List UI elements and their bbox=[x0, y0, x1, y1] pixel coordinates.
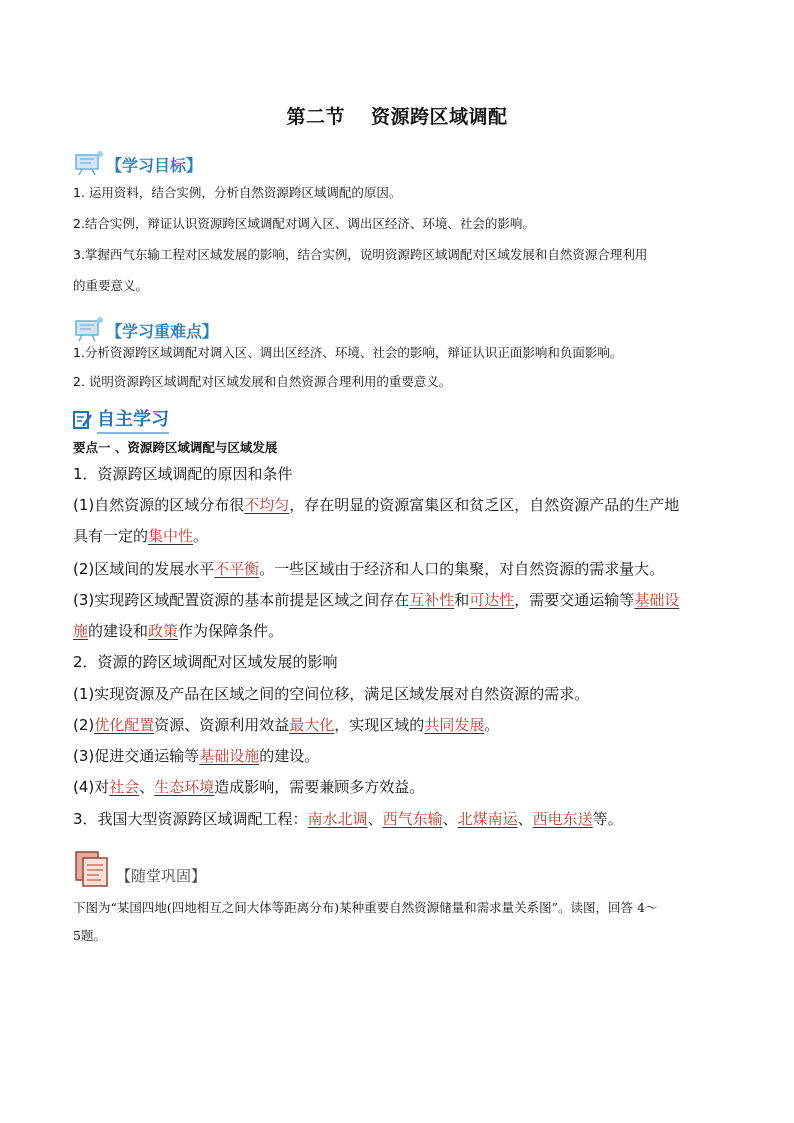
answer-blank: 北煤南运 bbox=[457, 810, 518, 828]
key-point-subheading: 要点一 、资源跨区域调配与区域发展 bbox=[73, 440, 278, 455]
whiteboard-icon bbox=[74, 316, 104, 342]
answer-blank: 生态环境 bbox=[154, 778, 215, 796]
answer-blank: 社会 bbox=[109, 778, 140, 796]
objectives-header bbox=[74, 146, 202, 176]
answer-blank: 可达性 bbox=[469, 591, 515, 609]
answer-blank: 共同发展 bbox=[424, 716, 485, 734]
answer-blank: 集中性 bbox=[148, 527, 194, 545]
self-study-label: 自主学习 bbox=[97, 405, 169, 434]
answer-blank: 基础设施 bbox=[199, 747, 260, 765]
impact-item-1: (1)实现资源及产品在区域之间的空间位移，满足区域发展对自然资源的需求。 bbox=[73, 685, 590, 703]
keypoint-item: 2. 说明资源跨区域调配对区域发展和自然资源合理利用的重要意义。 bbox=[73, 374, 452, 389]
page-title bbox=[0, 102, 794, 129]
answer-blank: 优化配置 bbox=[94, 716, 155, 734]
paragraph-1-line-2: 具有一定的集中性。 bbox=[73, 527, 209, 545]
paragraph-1-line-1: (1)自然资源的区域分布很不均匀，存在明显的资源富集区和贫乏区，自然资源产品的生产地 bbox=[73, 496, 680, 514]
question-intro-line-2: 5题。 bbox=[73, 928, 106, 943]
answer-blank: 西气东输 bbox=[382, 810, 443, 828]
answer-blank: 施 bbox=[73, 622, 89, 640]
answer-blank: 最大化 bbox=[289, 716, 335, 734]
answer-blank: 南水北调 bbox=[307, 810, 368, 828]
objective-item: 2.结合实例，辩证认识资源跨区域调配对调入区、调出区经济、环境、社会的影响。 bbox=[73, 216, 535, 231]
objective-item: 的重要意义。 bbox=[73, 278, 149, 293]
answer-blank: 西电东送 bbox=[532, 810, 593, 828]
title-text: 资源跨区域调配 bbox=[371, 106, 508, 128]
keypoints-label: 【学习重难点】 bbox=[106, 322, 219, 341]
consolidation-label: 【随堂巩固】 bbox=[116, 867, 207, 885]
notebook-icon bbox=[74, 850, 110, 888]
self-study-header bbox=[73, 405, 169, 434]
keypoint-item: 1.分析资源跨区域调配对调入区、调出区经济、环境、社会的影响，辩证认识正面影响和负面影响。 bbox=[73, 345, 623, 360]
answer-blank: 不均匀 bbox=[244, 496, 290, 514]
objectives-label: 【学习目标】 bbox=[106, 156, 203, 175]
consolidation-header bbox=[74, 850, 206, 888]
paragraph-3-line-1: (3)实现跨区域配置资源的基本前提是区域之间存在互补性和可达性，需要交通运输等基础设 bbox=[73, 591, 680, 609]
whiteboard-icon bbox=[74, 150, 104, 176]
answer-blank: 基础设 bbox=[634, 591, 680, 609]
projects-line: 3．我国大型资源跨区域调配工程：南水北调、西气东输、北煤南运、西电东送等。 bbox=[73, 810, 623, 828]
answer-blank: 政策 bbox=[148, 622, 179, 640]
answer-blank: 互补性 bbox=[409, 591, 455, 609]
objective-item: 1. 运用资料，结合实例，分析自然资源跨区域调配的原因。 bbox=[73, 185, 402, 200]
impact-item-4: (4)对社会、生态环境造成影响，需要兼顾多方效益。 bbox=[73, 778, 425, 796]
objective-item: 3.掌握西气东输工程对区域发展的影响，结合实例，说明资源跨区域调配对区域发展和自然资源合理利用 bbox=[73, 247, 648, 262]
paragraph-2: (2)区域间的发展水平不平衡。一些区域由于经济和人口的集聚，对自然资源的需求量大。 bbox=[73, 560, 665, 578]
impact-item-3: (3)促进交通运输等基础设施的建设。 bbox=[73, 747, 320, 765]
section-heading: 1．资源跨区域调配的原因和条件 bbox=[73, 465, 293, 483]
paragraph-3-line-2: 施的建设和政策作为保障条件。 bbox=[73, 622, 284, 640]
title-section-number: 第二节 bbox=[286, 106, 345, 128]
edit-note-icon bbox=[73, 410, 93, 430]
impact-item-2: (2)优化配置资源、资源利用效益最大化，实现区域的共同发展。 bbox=[73, 716, 500, 734]
question-intro-line-1: 下图为“某国四地(四地相互之间大体等距离分布)某种重要自然资源储量和需求量关系图”。读图，回答 4～ bbox=[73, 900, 658, 915]
keypoints-header bbox=[74, 312, 218, 342]
answer-blank: 不平衡 bbox=[214, 560, 260, 578]
section-heading: 2．资源的跨区域调配对区域发展的影响 bbox=[73, 653, 338, 671]
